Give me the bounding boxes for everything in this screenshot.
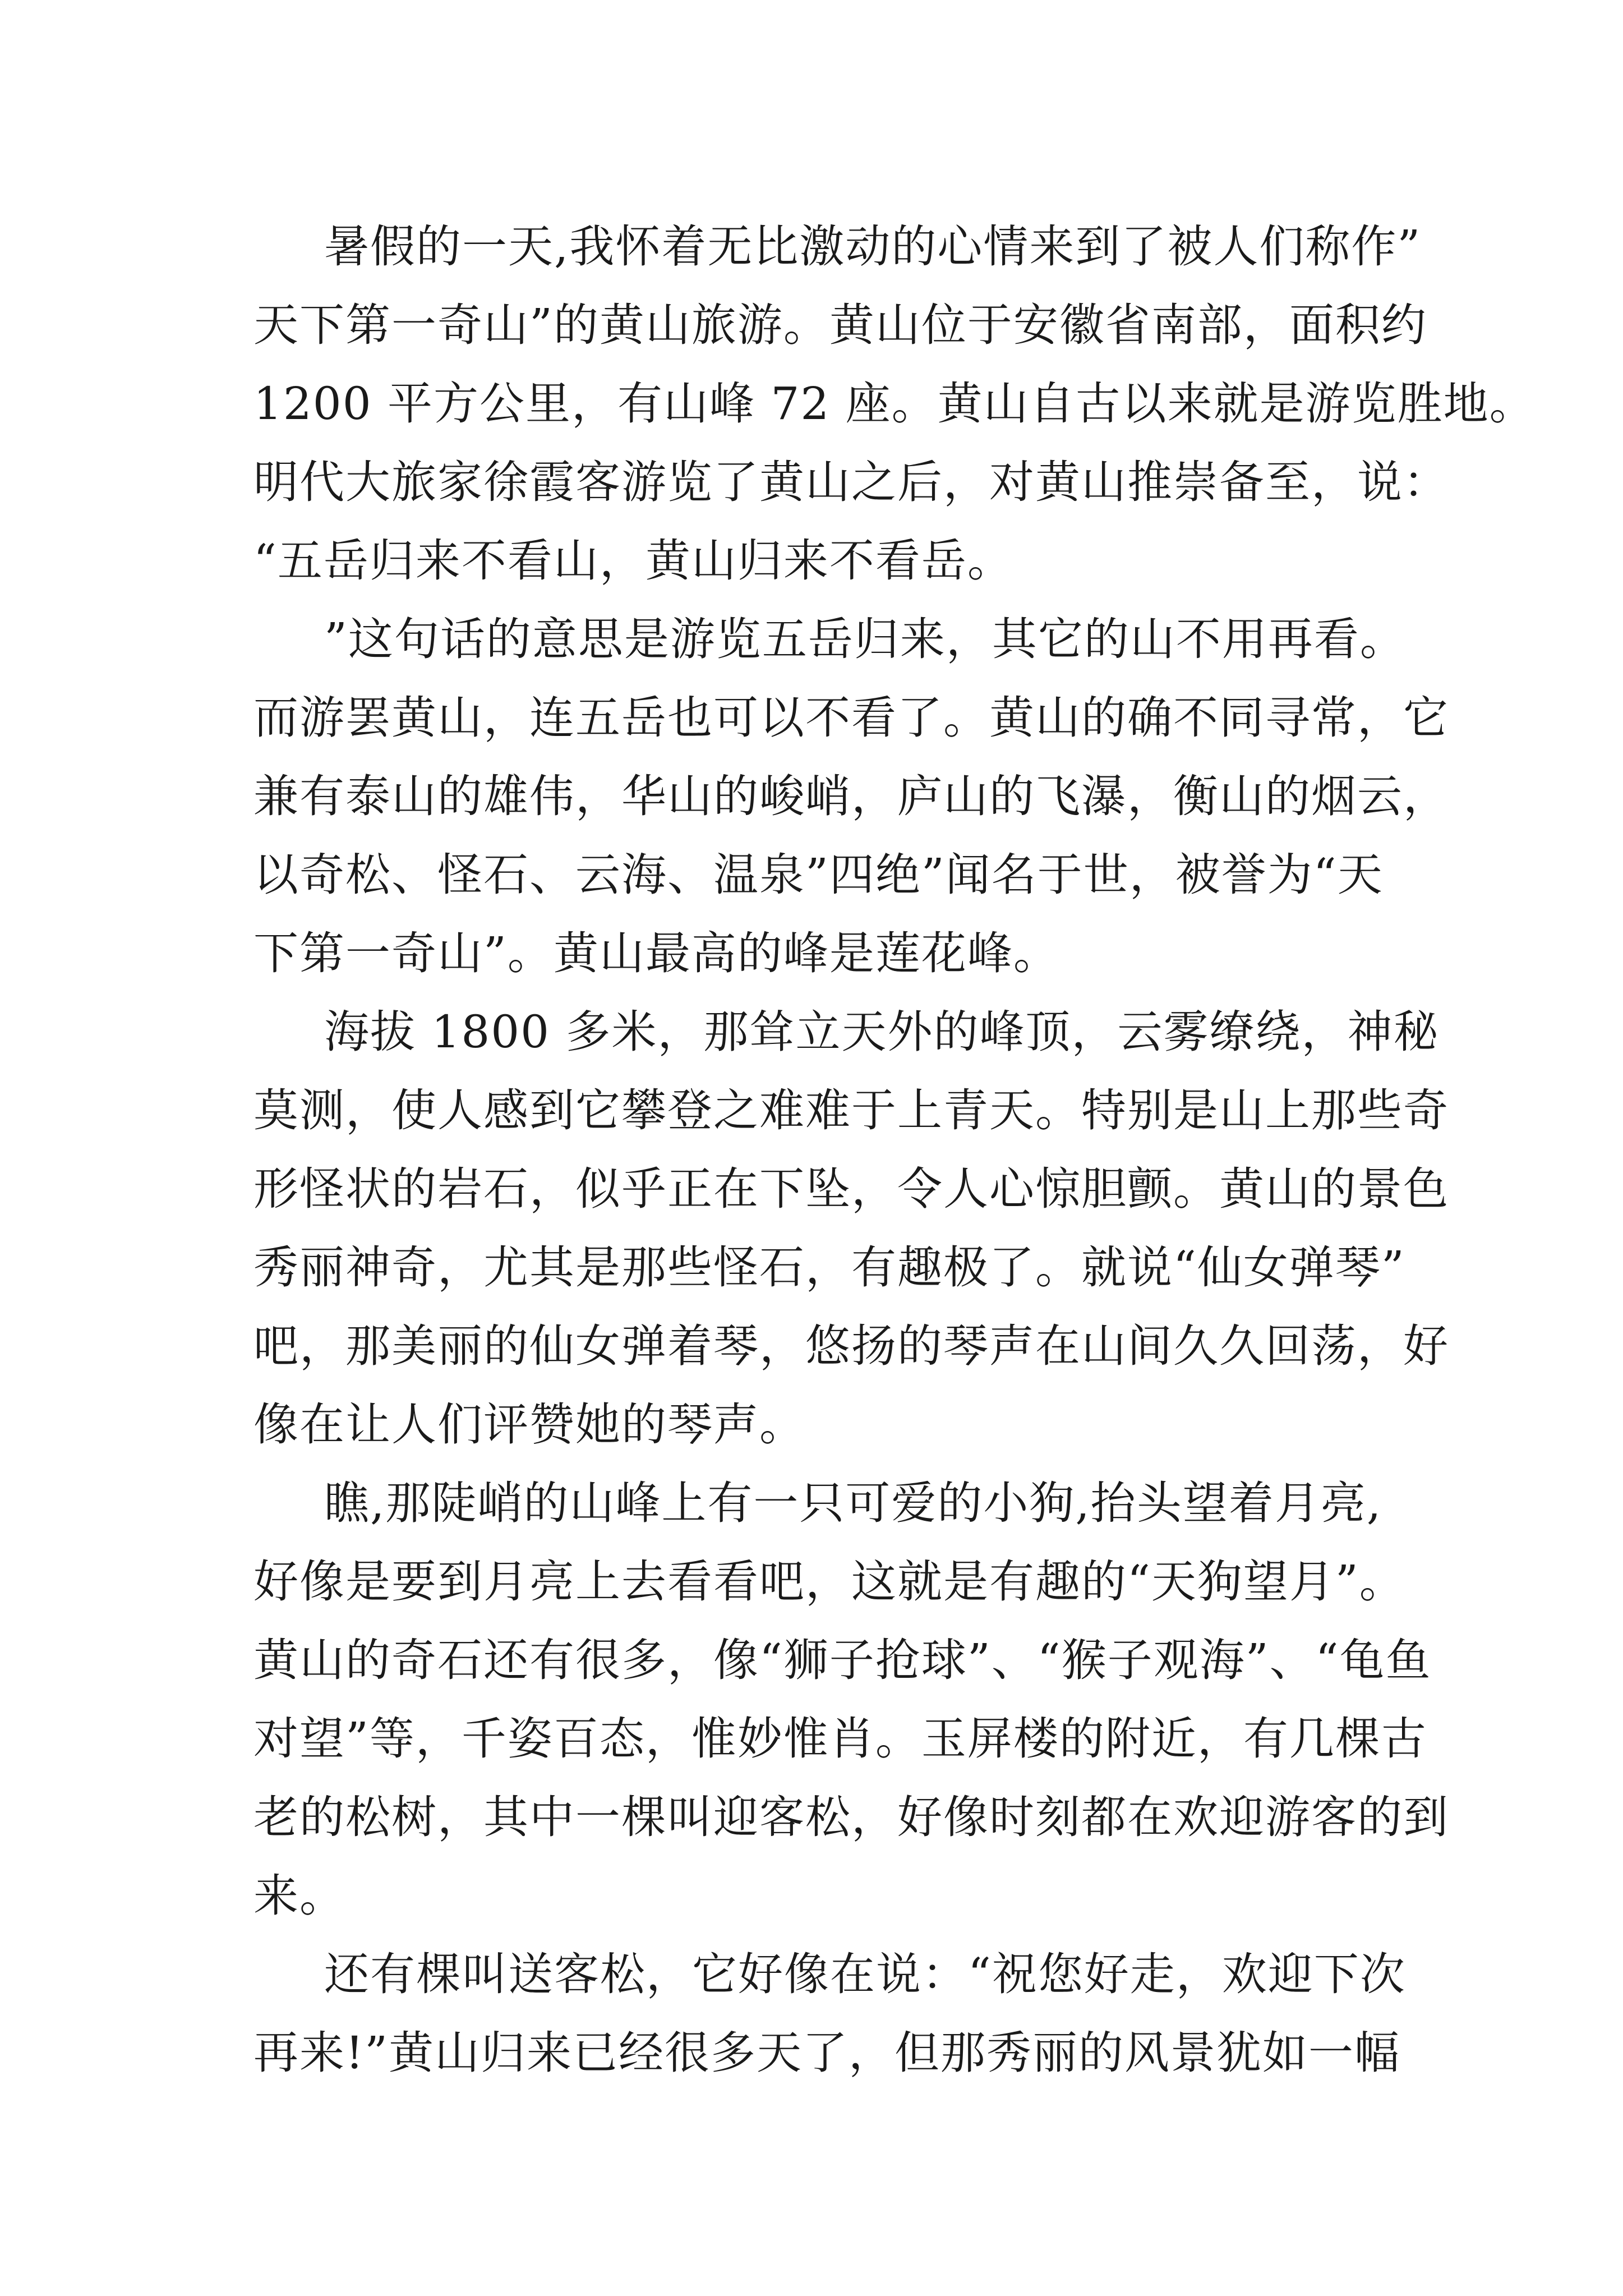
text-line: “五岳归来不看山，黄山归来不看岳。 <box>253 535 1013 587</box>
text-line: 暑假的一天,我怀着无比激动的心情来到了被人们称作” <box>324 220 1422 273</box>
text-line: 秀丽神奇，尤其是那些怪石，有趣极了。就说“仙女弹琴” <box>253 1241 1405 1294</box>
text-line: 海拔 1800 多米，那耸立天外的峰顶，云雾缭绕，神秘 <box>324 1006 1440 1058</box>
text-line: 以奇松、怪石、云海、温泉”四绝”闻名于世，被誉为“天 <box>253 849 1384 901</box>
text-line: 来。 <box>253 1870 345 1922</box>
text-line: 还有棵叫送客松，它好像在说：“祝您好走，欢迎下次 <box>324 1948 1406 2000</box>
text-line: 黄山的奇石还有很多，像“狮子抢球”、“猴子观海”、“龟鱼 <box>253 1634 1432 1686</box>
text-line: 下第一奇山”。黄山最高的峰是莲花峰。 <box>253 927 1059 979</box>
text-line: 老的松树，其中一棵叫迎客松，好像时刻都在欢迎游客的到 <box>253 1791 1449 1843</box>
text-line: 瞧,那陡峭的山峰上有一只可爱的小狗,抬头望着月亮, <box>324 1477 1382 1529</box>
text-line: 吧，那美丽的仙女弹着琴，悠扬的琴声在山间久久回荡，好 <box>253 1320 1449 1372</box>
text-line: 好像是要到月亮上去看看吧，这就是有趣的“天狗望月”。 <box>253 1556 1405 1608</box>
text-line: 天下第一奇山”的黄山旅游。黄山位于安徽省南部，面积约 <box>253 299 1427 351</box>
text-line: 形怪状的岩石，似乎正在下坠，令人心惊胆颤。黄山的景色 <box>253 1163 1449 1215</box>
text-line: 像在让人们评赞她的琴声。 <box>253 1398 805 1451</box>
text-line: ”这句话的意思是游览五岳归来，其它的山不用再看。 <box>324 613 1406 665</box>
text-line: 1200 平方公里，有山峰 72 座。黄山自古以来就是游览胜地。 <box>253 378 1536 430</box>
text-line: 对望”等，千姿百态，惟妙惟肖。玉屏楼的附近，有几棵古 <box>253 1713 1427 1765</box>
text-line: 明代大旅家徐霞客游览了黄山之后，对黄山推崇备至，说： <box>253 456 1449 508</box>
text-line: 再来!”黄山归来已经很多天了，但那秀丽的风景犹如一幅 <box>253 2027 1401 2079</box>
text-line: 而游罢黄山，连五岳也可以不看了。黄山的确不同寻常，它 <box>253 692 1449 744</box>
text-line: 莫测，使人感到它攀登之难难于上青天。特别是山上那些奇 <box>253 1084 1449 1137</box>
text-line: 兼有泰山的雄伟，华山的峻峭，庐山的飞瀑，衡山的烟云， <box>253 770 1449 822</box>
